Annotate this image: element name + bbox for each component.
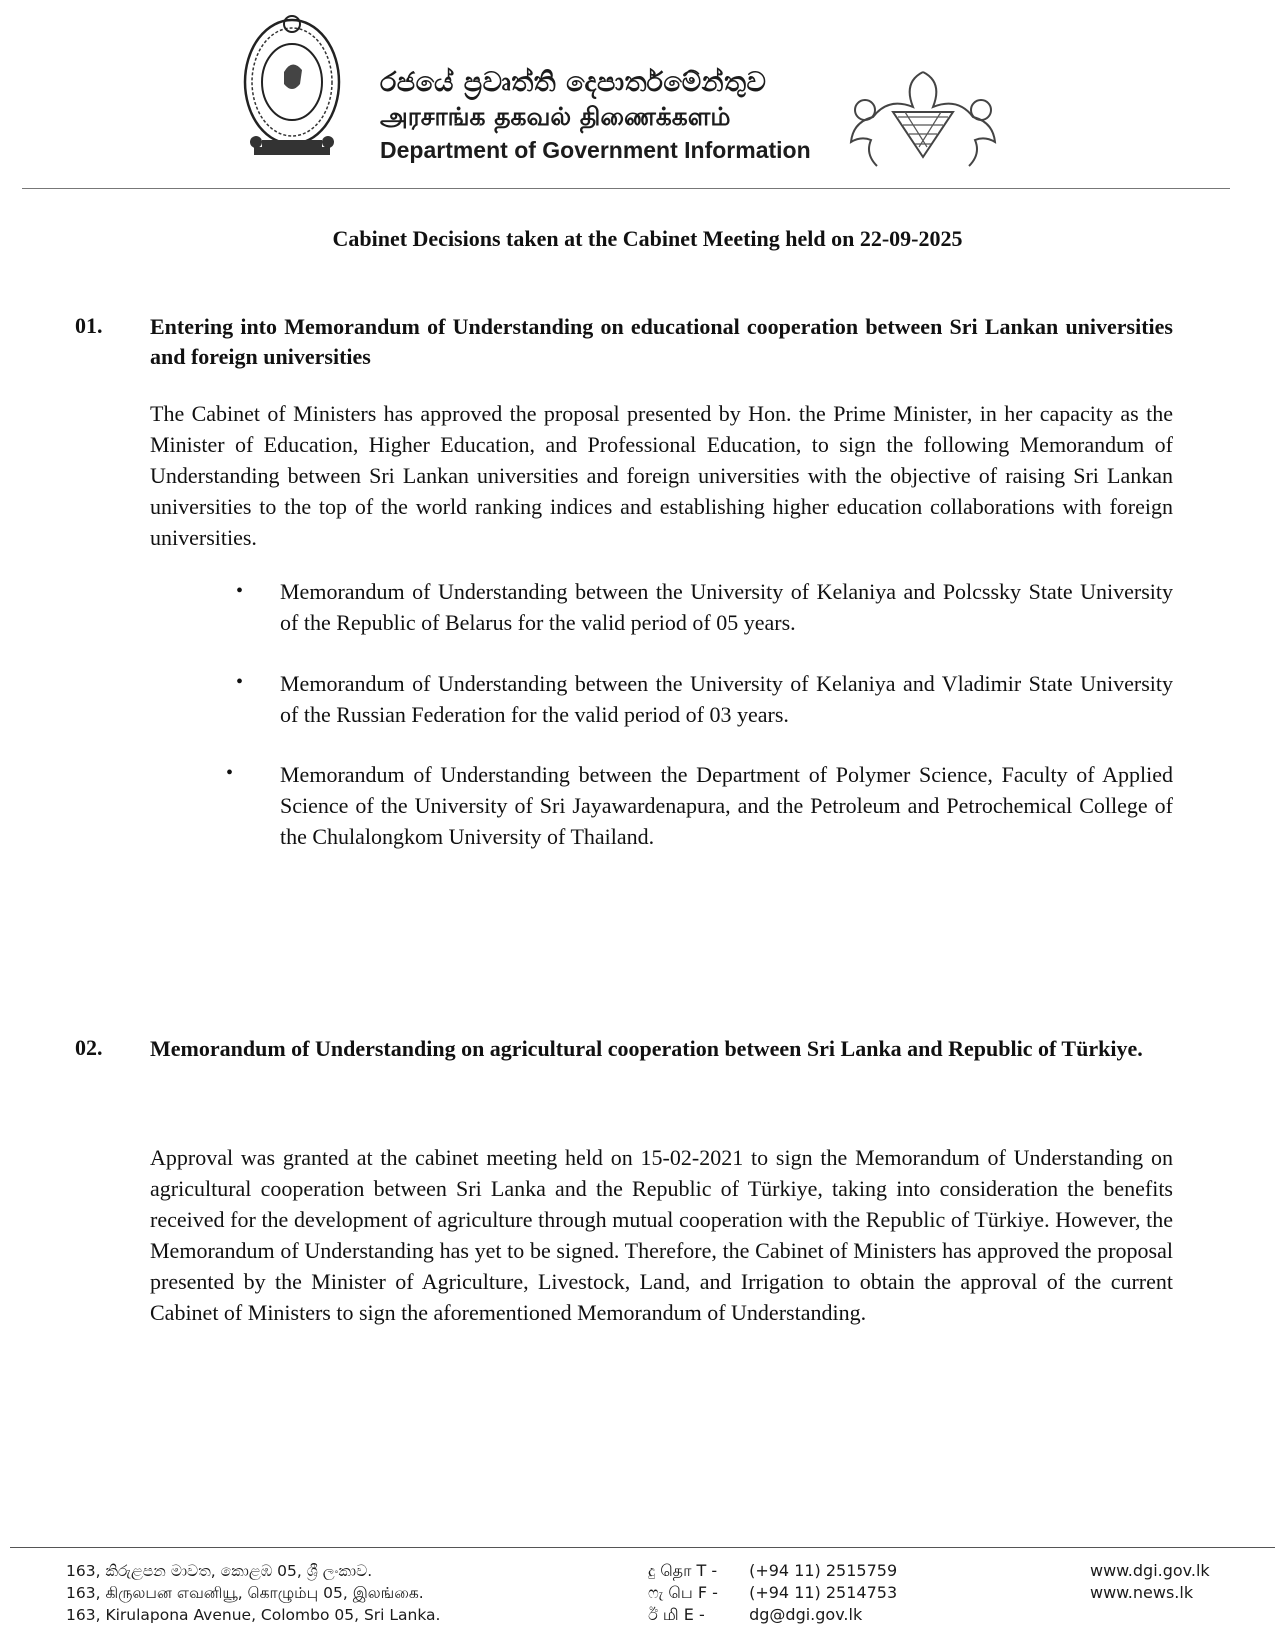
department-name-tamil: அரசாங்க தகவல் திணைக்களம் [380, 102, 731, 131]
department-name-sinhala: රජයේ ප්‍රවෘත්ති දෙපාර්තමේන්තුව [380, 67, 767, 98]
footer-divider [10, 1547, 1275, 1548]
email-label: ඊ மி E - [648, 1605, 705, 1624]
address-sinhala: 163, කිරුළපන මාවත, කොළඹ 05, ශ්‍රී ලංකාව. [66, 1562, 373, 1580]
bullet-icon: • [236, 580, 244, 602]
document-title: Cabinet Decisions taken at the Cabinet Meeting held on 22-09-2025 [332, 226, 963, 251]
address-tamil: 163, கிருலபன எவனியூ, கொழும்பு 05, இலங்கை. [66, 1584, 424, 1602]
fax-label: ෆැ பெ F - [648, 1583, 718, 1602]
list-item: Memorandum of Understanding between the Department of Polymer Science, Faculty of Applied Science of the University of Sri Jayawardenapura, and the Petroleum and Petrochemical College of the Chulalongkom University of Thailand. [280, 762, 1173, 849]
section-body: Approval was granted at the cabinet meeting held on 15-02-2021 to sign the Memorandum of Understanding on agricultural cooperation between Sri Lanka and the Republic of Türkiye, taking into consideration the benefits received for the development of agriculture through mutual cooperation with the Republic of Türkiye. However, the Memorandum of Understanding has yet to be signed. Therefore, the Cabinet of Ministers has approved the proposal presented by the Minister of Agriculture, Livestock, Land, and Irrigation to obtain the approval of the current Cabinet of Ministers to sign the aforementioned Memorandum of Understanding. [150, 1145, 1173, 1325]
list-item: Memorandum of Understanding between the University of Kelaniya and Polcssky State University of the Republic of Belarus for the valid period of 05 years. [280, 579, 1173, 635]
footer-contact [648, 1560, 897, 1626]
bullet-icon: • [236, 671, 244, 693]
website-link[interactable]: www.dgi.gov.lk [1090, 1561, 1210, 1580]
department-names [380, 66, 830, 166]
department-name-english: Department of Government Information [380, 137, 811, 163]
section-heading: Entering into Memorandum of Understanding on educational cooperation between Sri Lankan universities and foreign universities [150, 314, 1173, 369]
list-item: Memorandum of Understanding between the University of Kelaniya and Vladimir State University of the Russian Federation for the valid period of 03 years. [280, 671, 1173, 727]
footer-websites [1090, 1560, 1210, 1604]
header-divider [22, 188, 1230, 189]
bullet-icon: • [226, 762, 234, 784]
address-english: 163, Kirulapona Avenue, Colombo 05, Sri Lanka. [66, 1606, 441, 1624]
website-link[interactable]: www.news.lk [1090, 1583, 1194, 1602]
phone-label: දු தொ T - [648, 1561, 718, 1580]
phone-number: (+94 11) 2515759 [749, 1561, 898, 1580]
section-heading: Memorandum of Understanding on agricultural cooperation between Sri Lanka and Republic of Türkiye. [150, 1036, 1143, 1061]
section-number: 02. [75, 1035, 103, 1060]
section-body: The Cabinet of Ministers has approved the proposal presented by Hon. the Prime Minister, in her capacity as the Minister of Education, Higher Education, and Professional Education, to sign the following Memorandum of Understanding between Sri Lankan universities and foreign universities with the objective of raising Sri Lankan universities to the top of the world ranking indices and establishing higher education collaborations with foreign universities. [150, 401, 1173, 550]
sri-lanka-emblem-icon [242, 12, 342, 166]
footer-address [66, 1560, 440, 1626]
fax-number: (+94 11) 2514753 [749, 1583, 898, 1602]
section-number: 01. [75, 313, 103, 338]
traditional-ornament-icon [843, 62, 1003, 172]
email-address: dg@dgi.gov.lk [749, 1605, 863, 1624]
